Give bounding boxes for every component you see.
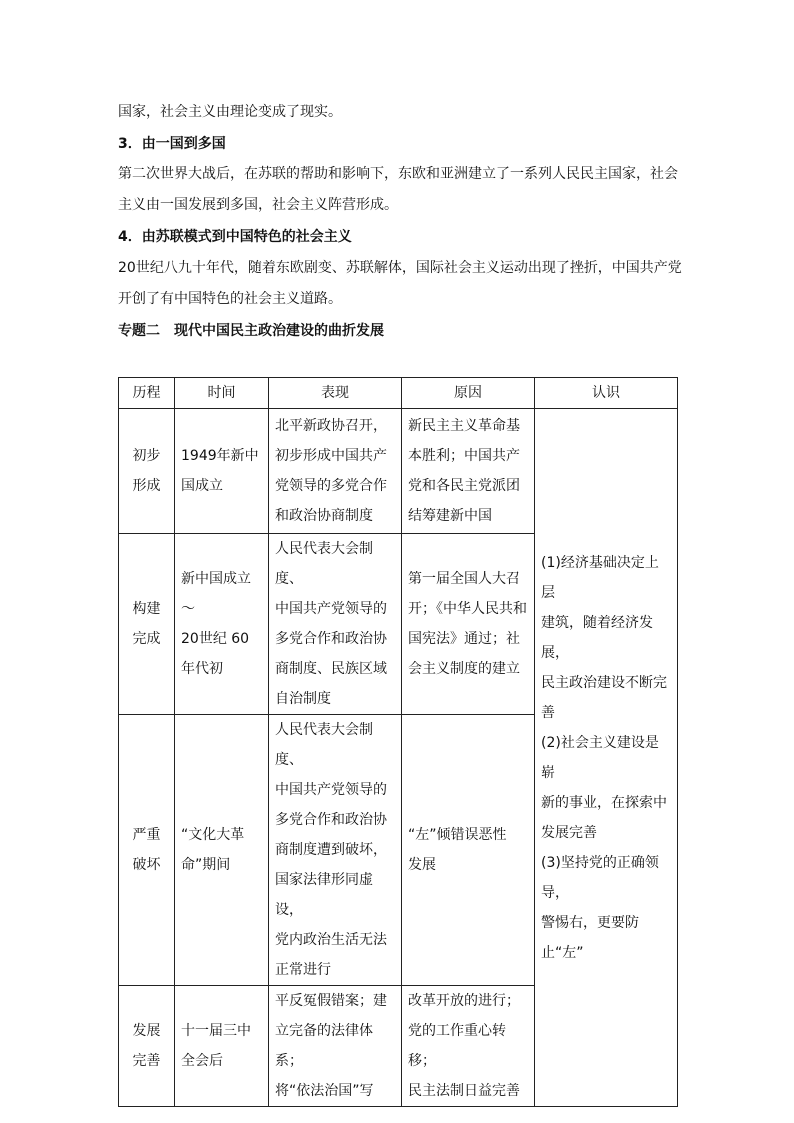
paragraph-line: 20世纪八九十年代，随着东欧剧变、苏联解体，国际社会主义运动出现了挫折，中国共产党 [118,260,682,276]
performance-cell-line: 商制度遭到破坏， [275,842,387,858]
cause-cell-line: 党的工作重心转移； [408,1023,506,1069]
performance-cell-line: 多党合作和政治协 [275,812,387,828]
cause-cell-line: “左”倾错误恶性 [408,827,507,843]
paragraph-line: 国家，社会主义由理论变成了现实。 [118,104,342,120]
performance-cell-line: 党内政治生活无法 [275,932,387,948]
insight-cell-line: 警惕右，更要防止“左” [541,914,639,961]
cause-cell [402,715,535,986]
time-cell-line: 20世纪 60 [181,631,250,647]
performance-cell-line: 党领导的多党合作 [275,478,387,494]
time-cell-line: 1949年新中 [181,448,259,464]
time-cell [175,534,269,715]
time-cell-line: 年代初 [181,661,223,677]
performance-cell-line: 平反冤假错案；建 [275,993,387,1009]
insight-cell-line: 发展完善 [541,824,597,841]
paragraph-line: 第二次世界大战后，在苏联的帮助和影响下，东欧和亚洲建立了一系列人民民主国家，社会 [118,166,678,182]
time-cell [175,409,269,534]
table-header-row [119,378,678,409]
cause-cell [402,986,535,1107]
performance-cell-line: 立完备的法律体系； [275,1023,373,1069]
performance-cell-line: 人民代表大会制度、 [275,722,373,768]
performance-cell-line: 国家法律形同虚设， [275,872,373,918]
stage-cell-line: 完善 [132,1053,161,1069]
performance-cell-line: 多党合作和政治协 [275,631,387,647]
cause-cell [402,534,535,715]
header-performance: 表现 [269,378,402,409]
insight-cell [535,409,678,1107]
performance-cell-line: 自治制度 [275,691,331,707]
cause-cell-line: 发展 [408,857,436,873]
performance-cell-line: 和政治协商制度 [275,508,373,524]
performance-cell [269,534,402,715]
cause-cell-line: 第一届全国人大召 [408,571,520,587]
cause-cell-line: 开；《中华人民共和 [408,601,527,617]
time-cell-line: 命”期间 [181,857,231,873]
stage-cell-line: 完成 [132,631,161,647]
insight-cell-line: 善 [541,704,555,721]
stage-cell [119,986,175,1107]
stage-cell-line: 形成 [132,478,161,494]
header-insight: 认识 [535,378,678,409]
performance-cell-line: 初步形成中国共产 [275,448,387,464]
paragraph-line: 主义由一国发展到多国，社会主义阵营形成。 [118,197,398,213]
cause-cell-line: 结筹建新中国 [408,508,492,524]
cause-cell-line: 改革开放的进行； [408,993,520,1009]
time-cell-line: 全会后 [181,1053,223,1069]
time-cell-line: 国成立 [181,478,223,494]
performance-cell [269,715,402,986]
cause-cell-line: 民主法制日益完善 [408,1083,520,1099]
table-row [119,409,678,534]
performance-cell [269,409,402,534]
insight-cell-line: 民主政治建设不断完 [541,674,667,691]
stage-cell [119,409,175,534]
insight-cell-line: 建筑，随着经济发展， [541,614,653,661]
section-heading: 4．由苏联模式到中国特色的社会主义 [118,229,352,245]
time-cell-line: 十一届三中 [181,1023,251,1039]
time-cell [175,986,269,1107]
header-time: 时间 [175,378,269,409]
section-heading: 3．由一国到多国 [118,136,226,152]
cause-cell-line: 本胜利；中国共产 [408,448,520,464]
performance-cell-line: 商制度、民族区域 [275,661,387,677]
performance-cell-line: 将“依法治国”写 [275,1083,374,1099]
time-cell [175,715,269,986]
performance-cell-line: 中国共产党领导的 [275,601,387,617]
cause-cell-line: 国宪法》通过；社 [408,631,520,647]
stage-cell-line: 构建 [132,601,161,617]
insight-cell-line: 新的事业，在探索中 [541,794,667,811]
time-cell-line: “文化大革 [181,827,245,843]
time-cell-line: 新中国成立～ [181,571,251,617]
header-cause: 原因 [402,378,535,409]
cause-cell-line: 会主义制度的建立 [408,661,520,677]
section-heading: 专题二 现代中国民主政治建设的曲折发展 [118,323,384,339]
stage-cell [119,715,175,986]
insight-cell-line: (3)坚持党的正确领导， [541,854,659,901]
stage-cell-line: 破坏 [132,857,161,873]
header-stage: 历程 [119,378,175,409]
stage-cell-line: 发展 [132,1023,161,1039]
performance-cell [269,986,402,1107]
politics-table [118,377,678,1107]
insight-cell-line: (2)社会主义建设是崭 [541,734,659,781]
cause-cell-line: 党和各民主党派团 [408,478,520,494]
performance-cell-line: 正常进行 [275,962,331,978]
cause-cell [402,409,535,534]
cause-cell-line: 新民主主义革命基 [408,418,520,434]
stage-cell-line: 初步 [132,448,161,464]
insight-cell-line: (1)经济基础决定上层 [541,554,659,601]
performance-cell-line: 中国共产党领导的 [275,782,387,798]
paragraph-line: 开创了有中国特色的社会主义道路。 [118,291,342,307]
performance-cell-line: 人民代表大会制度、 [275,541,373,587]
performance-cell-line: 北平新政协召开， [275,418,387,434]
stage-cell-line: 严重 [132,827,161,843]
stage-cell [119,534,175,715]
